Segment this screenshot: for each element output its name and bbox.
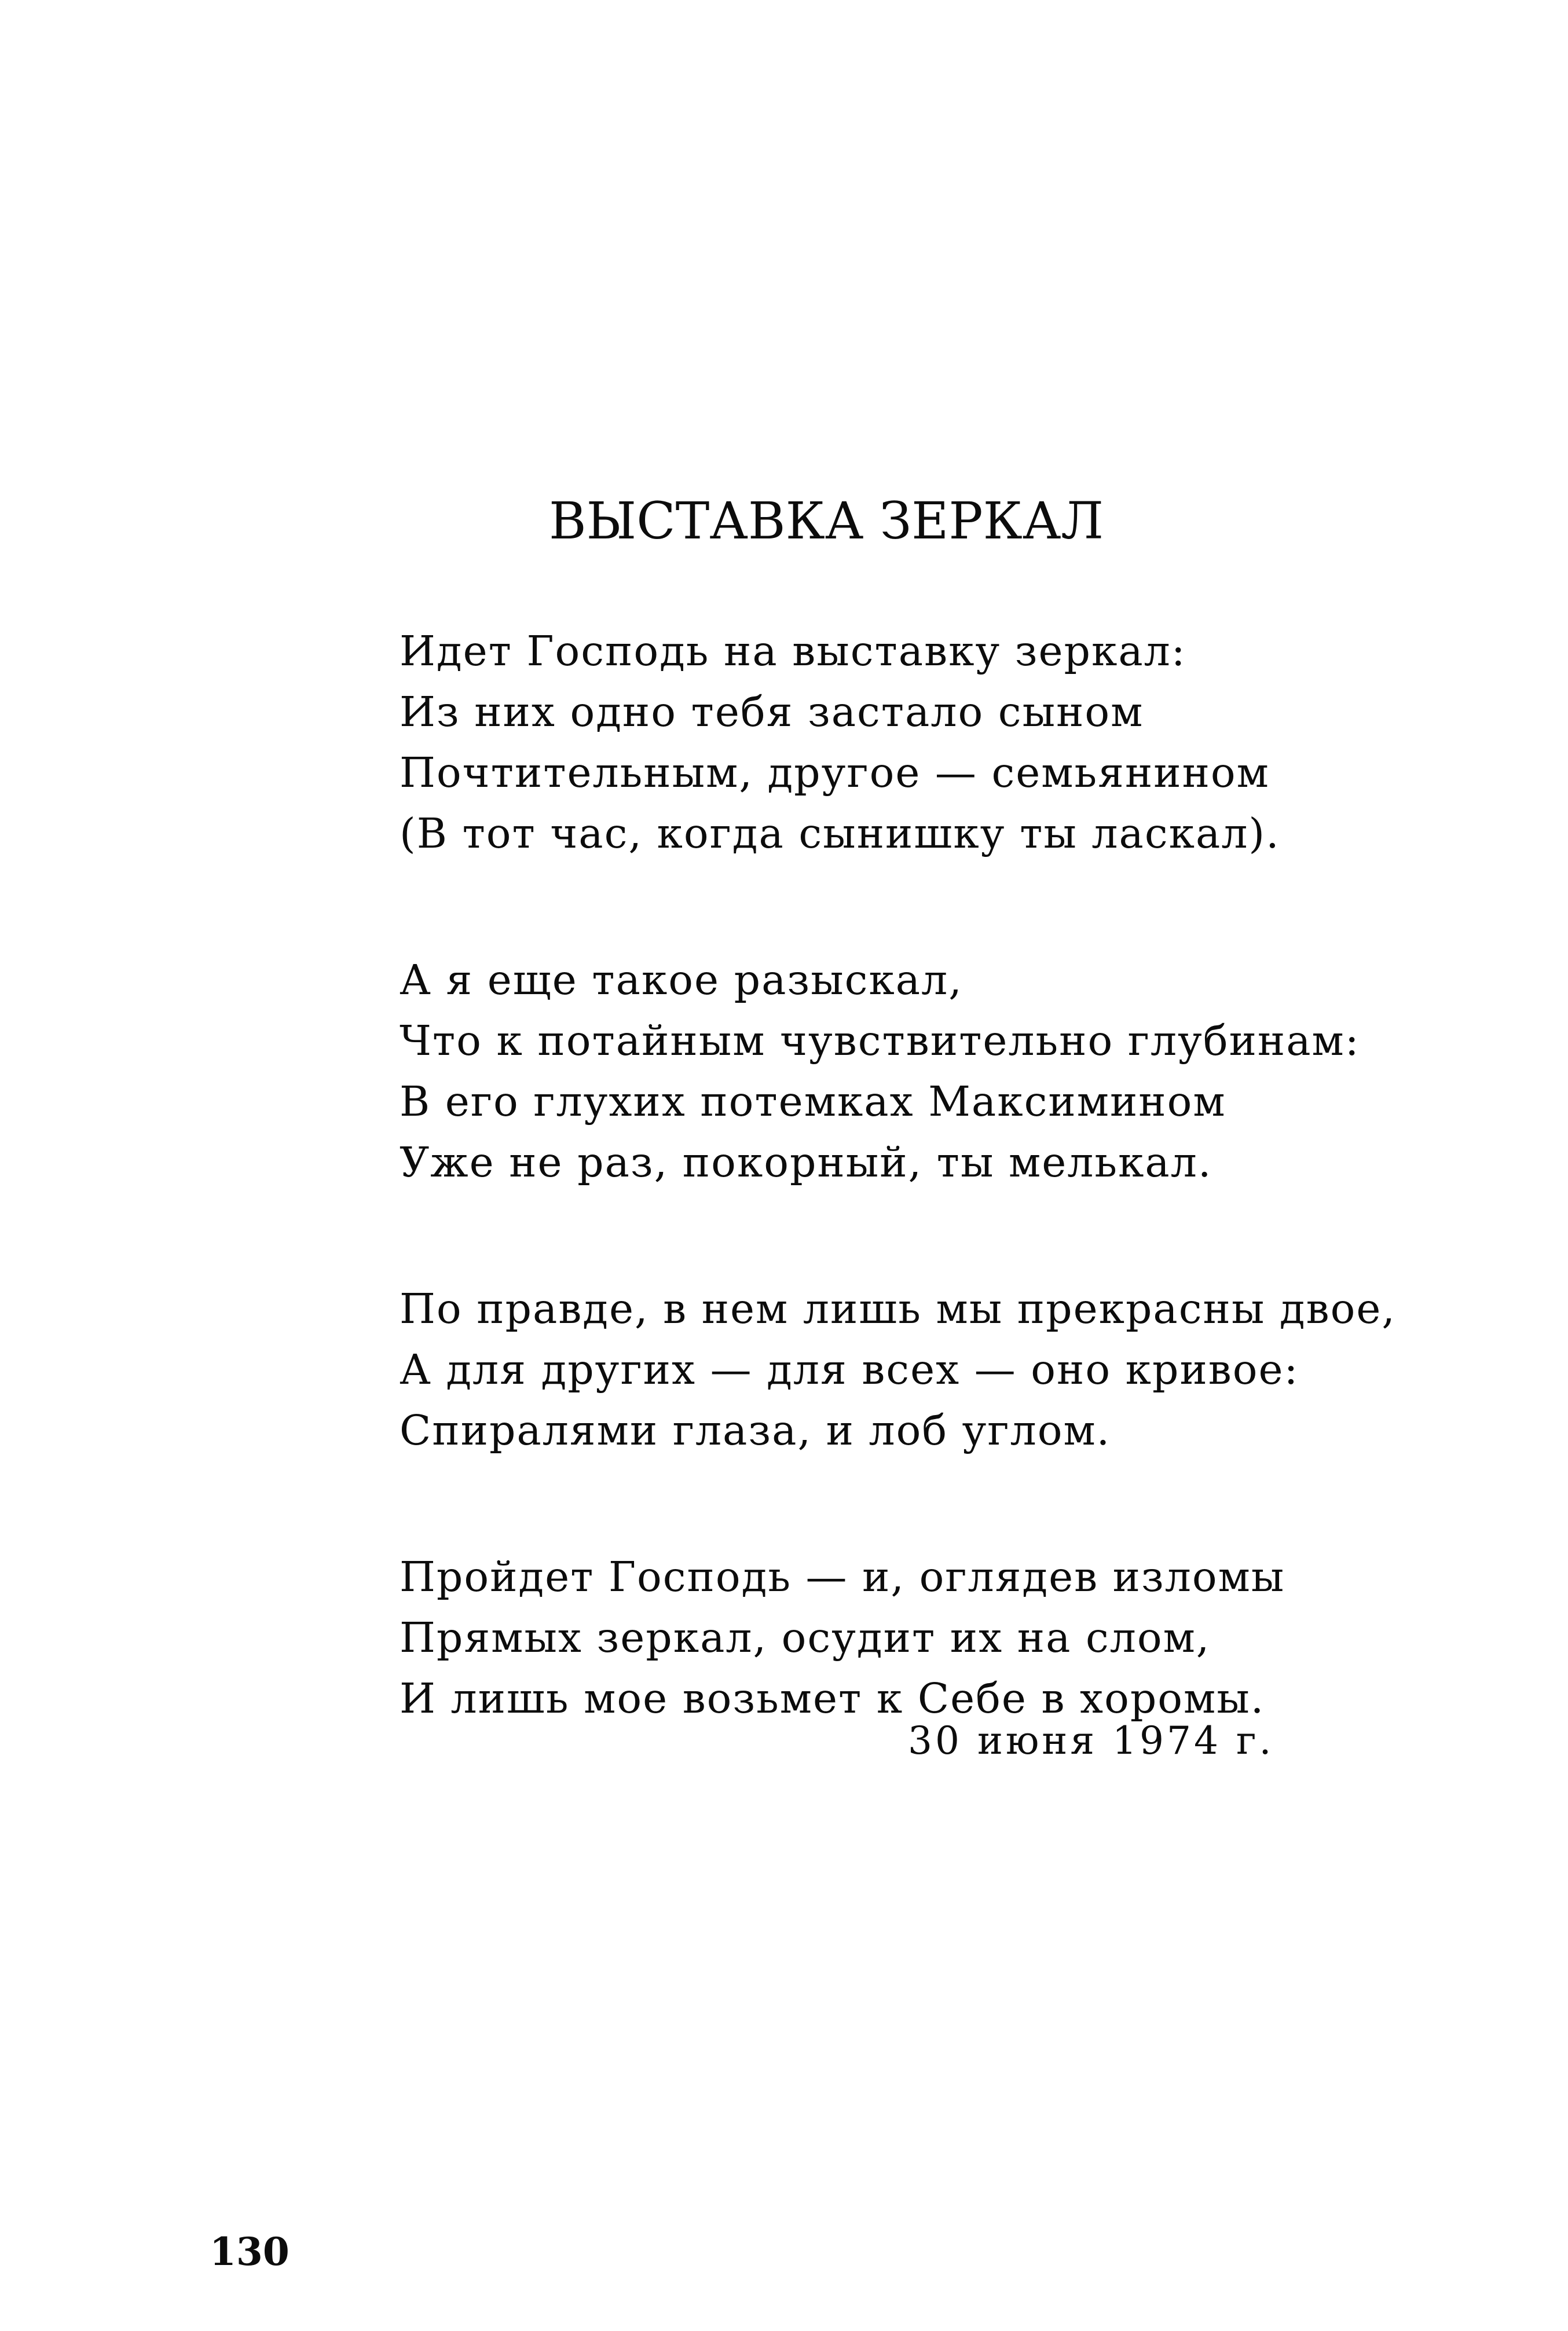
poem-line: А я еще такое разыскал, (400, 956, 963, 1004)
stanza-1 (400, 621, 1396, 864)
stanza-4 (400, 1546, 1396, 1729)
poem-line: Что к потайным чувствительно глубинам: (400, 1017, 1360, 1065)
poem-line: Уже не раз, покорный, ты мелькал. (400, 1138, 1212, 1186)
poem-line: Пройдет Господь — и, оглядев изломы (400, 1553, 1285, 1601)
poem-line: И лишь мое возьмет к Себе в хоромы. (400, 1674, 1265, 1722)
poem-date: 30 июня 1974 г. (908, 1718, 1274, 1763)
poem-line: Спиралями глаза, и лоб углом. (400, 1406, 1111, 1454)
poem-line: Прямых зеркал, осудит их на слом, (400, 1614, 1211, 1662)
poem-line: Идет Господь на выставку зеркал: (400, 627, 1186, 675)
stanza-3 (400, 1278, 1396, 1461)
poem-line: Из них одно тебя застало сыном (400, 688, 1144, 736)
stanza-2 (400, 950, 1396, 1193)
page-number: 130 (210, 2229, 290, 2274)
poem-line: По правде, в нем лишь мы прекрасны двое, (400, 1285, 1396, 1333)
poem-line: А для других — для всех — оно кривое: (400, 1346, 1299, 1394)
poem-line: Почтительным, другое — семьянином (400, 749, 1270, 797)
poem-title: ВЫСТАВКА ЗЕРКАЛ (549, 491, 1104, 551)
poem-line: В его глухих потемках Максимином (400, 1077, 1226, 1126)
poem-body (400, 621, 1396, 1729)
poem-line: (В тот час, когда сынишку ты ласкал). (400, 809, 1280, 857)
